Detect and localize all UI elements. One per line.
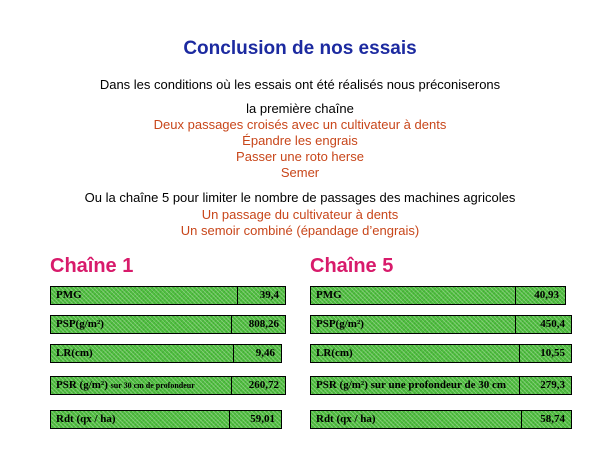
chaine1-pmg-box — [50, 286, 286, 305]
metric-value: 39,4 — [237, 287, 285, 304]
chaine5-psr-box — [310, 376, 572, 395]
chaine5-title: Chaîne 5 — [310, 255, 394, 277]
chaine5-rdt-box — [310, 410, 572, 429]
chaine1-lr-box — [50, 344, 282, 363]
chaine5-pmg-box — [310, 286, 566, 305]
chain1-step: Semer — [280, 165, 320, 180]
chaine5-psp-box — [310, 315, 572, 334]
metric-value: 10,55 — [519, 345, 571, 362]
metric-value: 450,4 — [515, 316, 571, 333]
chain5-step: Un semoir combiné (épandage d’engrais) — [180, 223, 420, 238]
chain5-step: Un passage du cultivateur à dents — [201, 207, 399, 222]
chain1-step: Passer une roto herse — [236, 149, 364, 164]
metric-label: PMG — [316, 289, 342, 301]
chaine1-rdt-box — [50, 410, 282, 429]
metric-value: 279,3 — [519, 377, 571, 394]
metric-value: 808,26 — [231, 316, 285, 333]
chain1-heading: la première chaîne — [246, 101, 354, 116]
metric-label: PSR (g/m²) sur une profondeur de 30 cm — [316, 379, 507, 391]
chaine5-lr-box — [310, 344, 572, 363]
chaine1-psr-box — [50, 376, 286, 395]
metric-label: Rdt (qx / ha) — [316, 413, 376, 425]
chaine1-title: Chaîne 1 — [50, 255, 134, 277]
chain1-step: Épandre les engrais — [242, 133, 358, 148]
metric-label: PMG — [56, 289, 82, 301]
metric-value: 40,93 — [515, 287, 565, 304]
metric-label: LR(cm) — [316, 347, 353, 359]
metric-label: Rdt (qx / ha) — [56, 413, 116, 425]
metric-label: PSR (g/m²) sur 30 cm de profondeur — [56, 379, 195, 391]
chain1-step: Deux passages croisés avec un cultivateur à dents — [153, 117, 447, 132]
metric-value: 59,01 — [229, 411, 281, 428]
metric-label: PSP(g/m²) — [56, 318, 104, 330]
metric-value: 9,46 — [233, 345, 281, 362]
chaine1-psp-box — [50, 315, 286, 334]
metric-value: 260,72 — [231, 377, 285, 394]
metric-value: 58,74 — [521, 411, 571, 428]
chain5-intro: Ou la chaîne 5 pour limiter le nombre de passages des machines agricoles — [84, 190, 516, 205]
metric-label: LR(cm) — [56, 347, 93, 359]
intro-text: Dans les conditions où les essais ont été réalisés nous préconiserons — [99, 77, 501, 92]
page-title: Conclusion de nos essais — [183, 38, 417, 59]
metric-label: PSP(g/m²) — [316, 318, 364, 330]
